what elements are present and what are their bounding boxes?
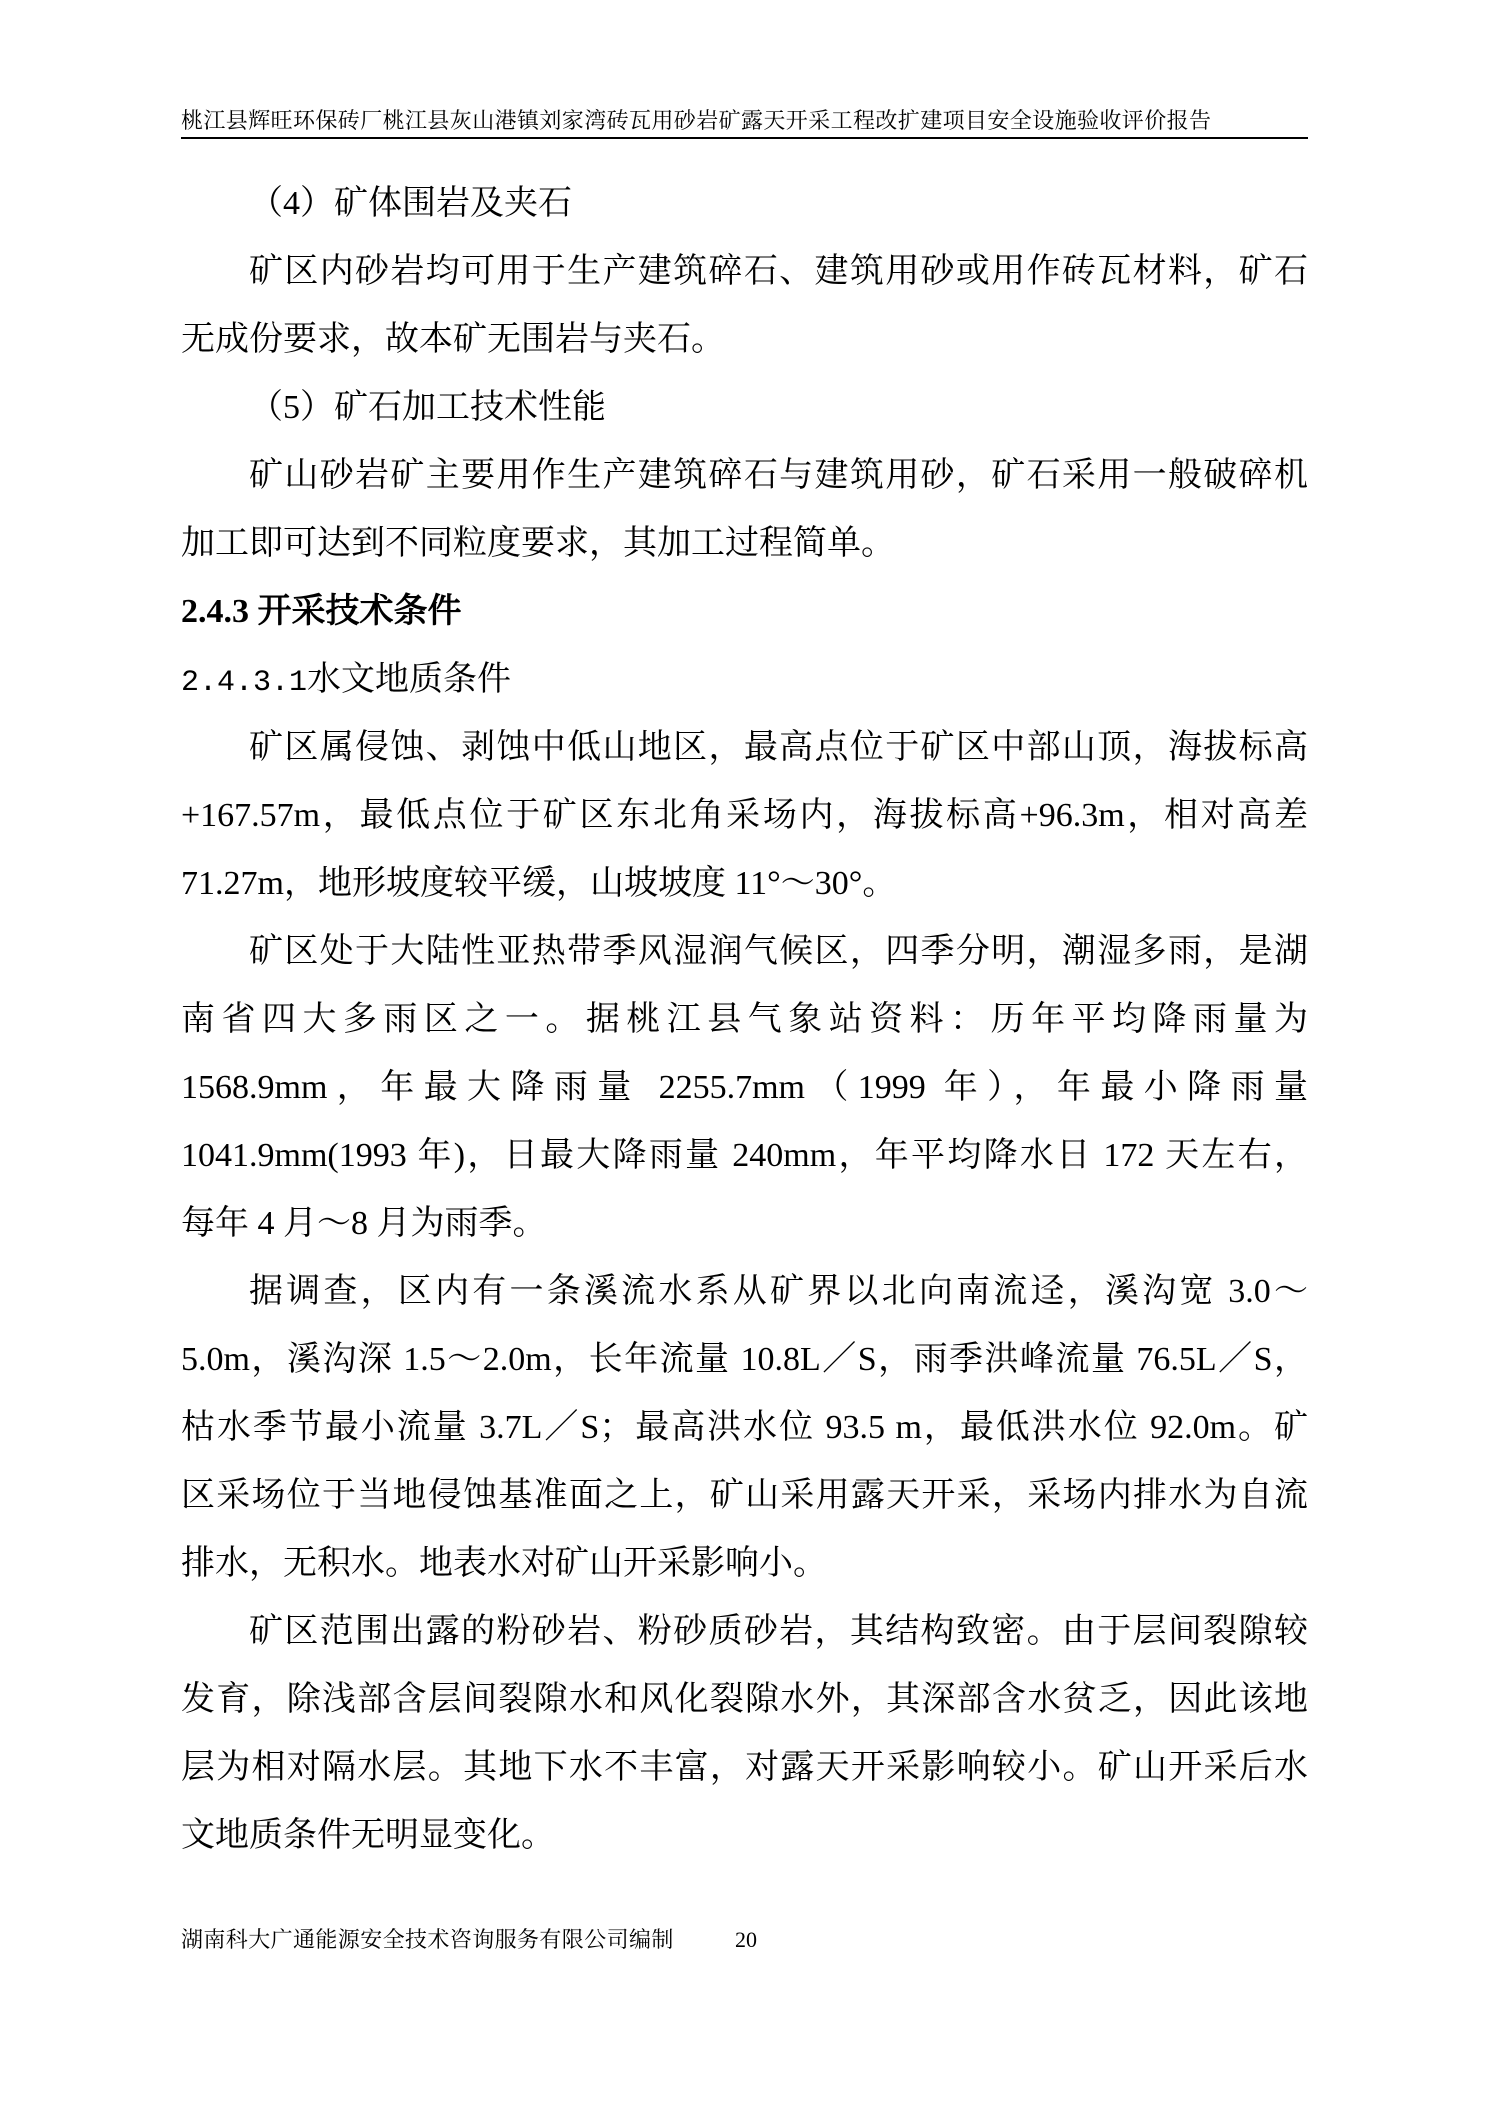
paragraph-line: 每年 4 月～8 月为雨季。 [181, 1205, 547, 1242]
subsection-heading [181, 646, 1308, 714]
paragraph-line: 区采场位于当地侵蚀基准面之上，矿山采用露天开采，采场内排水为自流 [181, 1477, 1308, 1514]
paragraph-line: +167.57m，最低点位于矿区东北角采场内，海拔标高+96.3m，相对高差 [181, 797, 1308, 834]
running-header: 桃江县辉旺环保砖厂桃江县灰山港镇刘家湾砖瓦用砂岩矿露天开采工程改扩建项目安全设施验收评价报告 [181, 108, 1212, 133]
page-body [181, 170, 1308, 1870]
paragraph-line: 矿山砂岩矿主要用作生产建筑碎石与建筑用砂，矿石采用一般破碎机 [249, 457, 1308, 494]
paragraph-line: 1568.9mm，年最大降雨量 2255.7mm（1999 年），年最小降雨量 [181, 1069, 1308, 1106]
paragraph-line: 排水，无积水。地表水对矿山开采影响小。 [181, 1545, 827, 1582]
paragraph-line: 71.27m，地形坡度较平缓，山坡坡度 11°～30°。 [181, 865, 897, 902]
paragraph-line: 文地质条件无明显变化。 [181, 1817, 555, 1854]
subsection-number: 2.4.3.1 [181, 666, 308, 700]
paragraph-line: 矿区内砂岩均可用于生产建筑碎石、建筑用砂或用作砖瓦材料，矿石 [249, 253, 1308, 290]
paragraph-line: 枯水季节最小流量 3.7L／S；最高洪水位 93.5 m，最低洪水位 92.0m。矿 [181, 1409, 1308, 1446]
header-rule [181, 137, 1308, 139]
footer-company: 湖南科大广通能源安全技术咨询服务有限公司编制 [181, 1927, 674, 1952]
paragraph-line: 据调查，区内有一条溪流水系从矿界以北向南流迳，溪沟宽 3.0～ [249, 1273, 1308, 1310]
subsection-title-wall-rock: （4）矿体围岩及夹石 [249, 185, 572, 222]
paragraph-line: 层为相对隔水层。其地下水不丰富，对露天开采影响较小。矿山开采后水 [181, 1749, 1308, 1786]
paragraph-line: 无成份要求，故本矿无围岩与夹石。 [181, 321, 725, 358]
paragraph-line: 矿区范围出露的粉砂岩、粉砂质砂岩，其结构致密。由于层间裂隙较 [249, 1613, 1308, 1650]
paragraph-line: 5.0m，溪沟深 1.5～2.0m，长年流量 10.8L／S，雨季洪峰流量 76.5L／S， [181, 1341, 1308, 1378]
section-heading: 2.4.3 开采技术条件 [181, 593, 462, 630]
paragraph-line: 发育，除浅部含层间裂隙水和风化裂隙水外，其深部含水贫乏，因此该地 [181, 1681, 1308, 1718]
paragraph-line: 南省四大多雨区之一。据桃江县气象站资料：历年平均降雨量为 [181, 1001, 1308, 1038]
paragraph-line: 加工即可达到不同粒度要求，其加工过程简单。 [181, 525, 895, 562]
subsection-title: 水文地质条件 [307, 661, 512, 698]
paragraph-line: 1041.9mm(1993 年)，日最大降雨量 240mm，年平均降水日 172 天左右， [181, 1137, 1308, 1174]
subsection-title-processing: （5）矿石加工技术性能 [249, 389, 606, 426]
paragraph-line: 矿区处于大陆性亚热带季风湿润气候区，四季分明，潮湿多雨，是湖 [249, 933, 1308, 970]
paragraph-line: 矿区属侵蚀、剥蚀中低山地区，最高点位于矿区中部山顶，海拔标高 [249, 729, 1308, 766]
page-number: 20 [735, 1927, 757, 1952]
